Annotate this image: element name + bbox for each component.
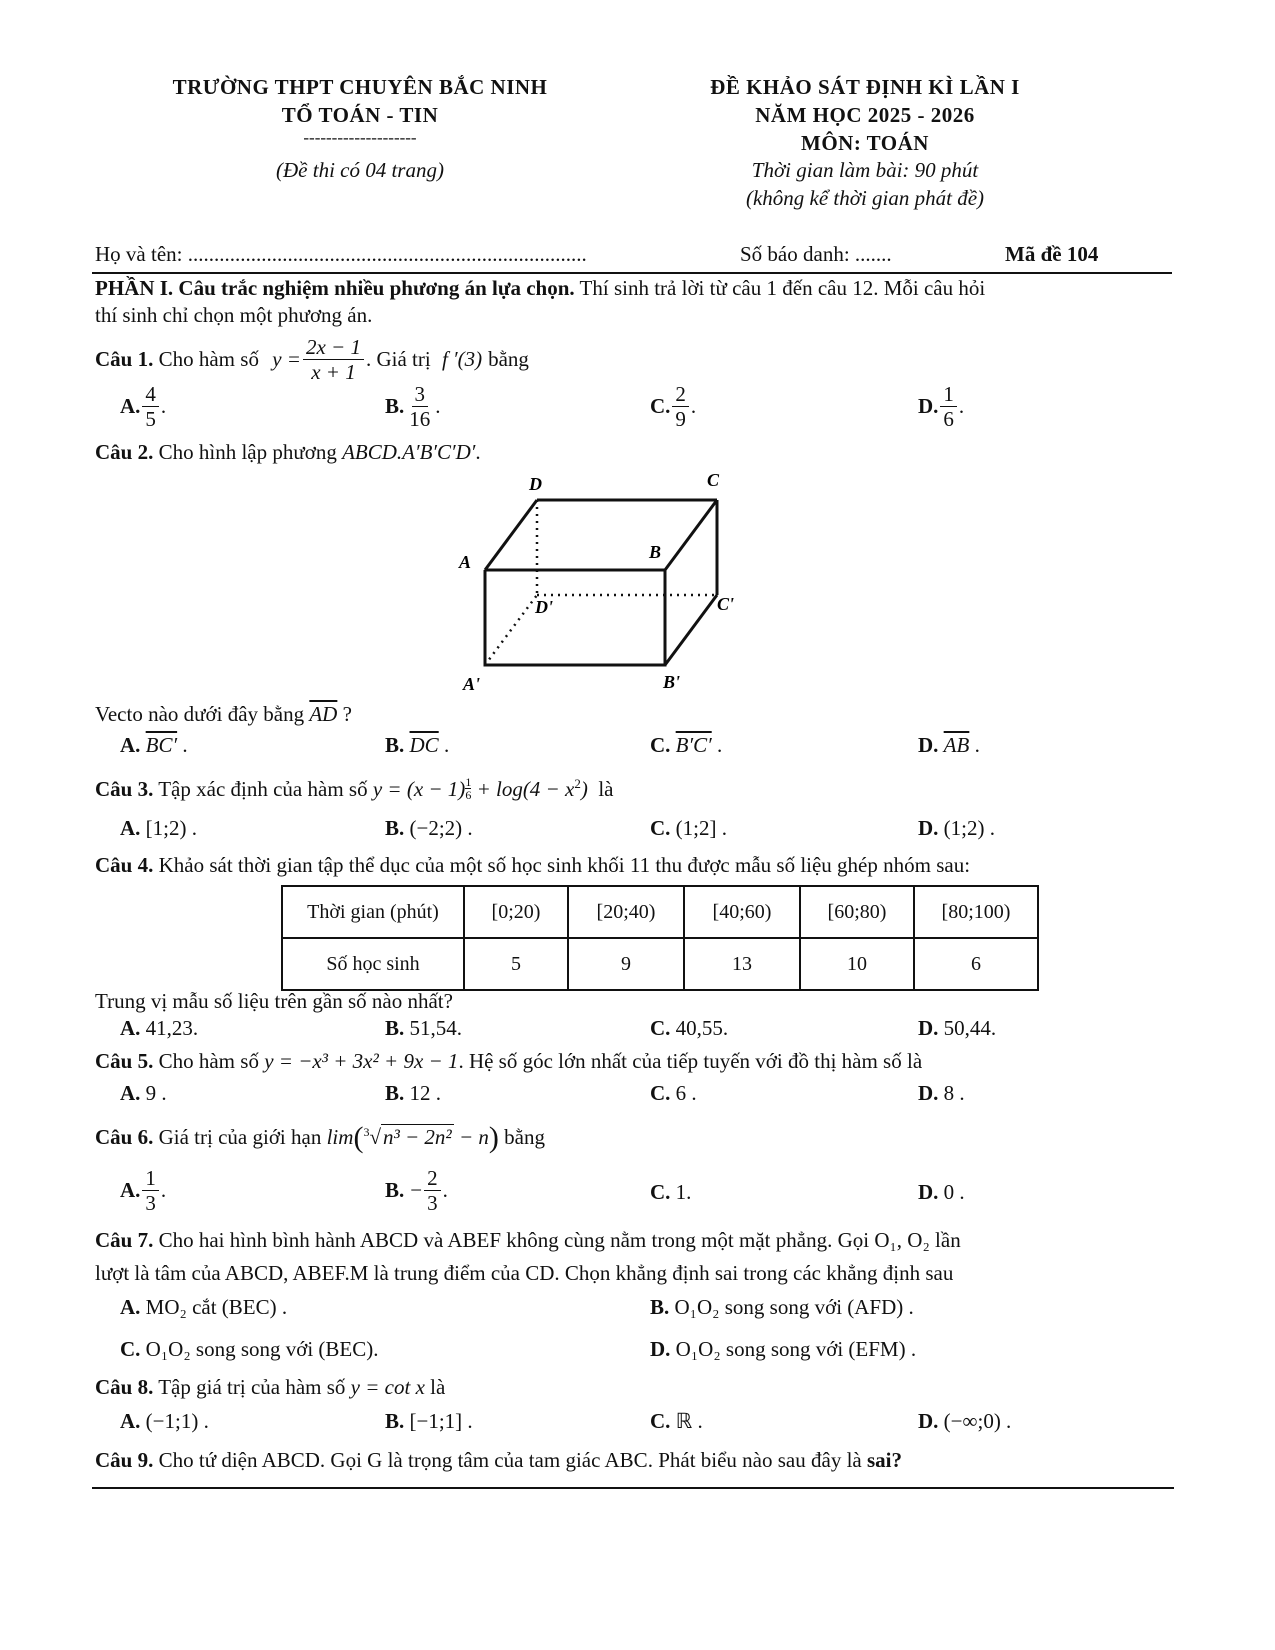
option-tail: . bbox=[435, 394, 441, 419]
q8-option-c[interactable] bbox=[650, 1409, 703, 1434]
option-tail: . bbox=[160, 394, 167, 419]
q4-option-b[interactable] bbox=[385, 1016, 462, 1041]
q7-option-c[interactable] bbox=[120, 1337, 379, 1362]
option-tail: . bbox=[438, 733, 450, 757]
option-letter: B. bbox=[650, 1295, 670, 1319]
part1-instruction-2: thí sinh chỉ chọn một phương án. bbox=[95, 303, 373, 327]
school-year: NĂM HỌC 2025 - 2026 bbox=[755, 103, 975, 127]
part1-heading bbox=[95, 276, 985, 301]
q1-fraction bbox=[303, 335, 364, 384]
option-value: [−1;1] . bbox=[404, 1409, 473, 1433]
label-b: B bbox=[649, 542, 662, 562]
q3-formula-c: ) bbox=[580, 777, 588, 801]
q3-text: Tập xác định của hàm số bbox=[153, 777, 373, 801]
option-letter: B. bbox=[385, 1081, 405, 1105]
q6-close-paren: ) bbox=[488, 1121, 499, 1154]
q6-label: Câu 6. bbox=[95, 1125, 154, 1149]
q3-tail: là bbox=[587, 777, 614, 801]
q6-open-paren: ( bbox=[353, 1121, 364, 1154]
table-cell: 13 bbox=[684, 938, 800, 990]
label-c-prime: C' bbox=[717, 594, 735, 614]
label-a: A bbox=[459, 552, 472, 572]
fraction-num: 2 bbox=[672, 382, 689, 407]
q5-option-d[interactable] bbox=[918, 1081, 965, 1106]
q7-label: Câu 7. bbox=[95, 1228, 154, 1252]
fraction-den: 16 bbox=[409, 407, 431, 432]
option-letter: D. bbox=[650, 1337, 671, 1361]
option-letter: A. bbox=[120, 1295, 141, 1319]
option-value: O₁O₂ song song với (EFM) . bbox=[670, 1337, 917, 1361]
exp-den: 6 bbox=[465, 788, 472, 802]
option-letter: D. bbox=[918, 816, 939, 840]
option-value: [1;2) . bbox=[145, 816, 197, 840]
q3-square: 2 bbox=[574, 776, 581, 791]
option-letter: B. bbox=[385, 1409, 405, 1433]
header-divider bbox=[92, 272, 1172, 274]
q8-tail: là bbox=[424, 1375, 446, 1399]
table-cell: [20;40) bbox=[568, 886, 684, 938]
q6-lim: lim bbox=[326, 1125, 354, 1149]
option-letter: D. bbox=[918, 733, 939, 757]
option-tail: . bbox=[969, 733, 980, 757]
q1-option-b[interactable] bbox=[385, 382, 441, 431]
option-letter: B. bbox=[385, 733, 405, 757]
option-value: 40,55. bbox=[670, 1016, 729, 1040]
q1-text-c: bằng bbox=[488, 347, 529, 372]
option-letter: C. bbox=[650, 816, 671, 840]
q1-option-a[interactable] bbox=[120, 382, 166, 431]
q3-option-b[interactable] bbox=[385, 816, 473, 841]
q3-formula-b: + log(4 − x bbox=[471, 777, 575, 801]
option-tail: . bbox=[442, 1178, 448, 1203]
table-cell: [40;60) bbox=[684, 886, 800, 938]
q2-text: Cho hình lập phương bbox=[153, 440, 343, 464]
label-d-prime: D' bbox=[535, 597, 553, 617]
q5-text-a: Cho hàm số bbox=[153, 1049, 265, 1073]
option-letter: C. bbox=[650, 1409, 671, 1433]
option-fraction bbox=[406, 382, 433, 431]
fraction-num: 1 bbox=[940, 382, 957, 407]
cube-figure bbox=[455, 470, 755, 700]
option-tail: . bbox=[177, 733, 188, 757]
q6-root-index: 3 bbox=[363, 1125, 370, 1139]
question-7 bbox=[95, 1228, 961, 1253]
q1-fprime: f ′(3) bbox=[441, 347, 483, 372]
q3-option-a[interactable] bbox=[120, 816, 197, 841]
exp-num: 1 bbox=[465, 775, 472, 789]
department-name: TỔ TOÁN - TIN bbox=[281, 103, 439, 127]
q7-line1: Cho hai hình bình hành ABCD và ABEF không cùng nằm trong một mặt phẳng. Gọi O₁, O₂ lần bbox=[153, 1228, 961, 1252]
option-letter: B. bbox=[385, 394, 405, 419]
table-cell: 5 bbox=[464, 938, 568, 990]
q1-text: Cho hàm số bbox=[153, 347, 265, 372]
q5-text-b: . Hệ số góc lớn nhất của tiếp tuyến với đồ thị hàm số là bbox=[458, 1049, 923, 1073]
option-value: (−1;1) . bbox=[140, 1409, 209, 1433]
option-tail: . bbox=[958, 394, 965, 419]
q8-text: Tập giá trị của hàm số bbox=[153, 1375, 351, 1399]
option-vector: $\overline{DC}$ bbox=[409, 733, 439, 757]
question-8 bbox=[95, 1375, 445, 1400]
cube-front-face bbox=[485, 570, 665, 665]
q1-text-b: . Giá trị bbox=[365, 347, 436, 372]
option-fraction bbox=[142, 1166, 159, 1215]
q5-option-c[interactable] bbox=[650, 1081, 697, 1106]
candidate-id-field: Số báo danh: ....... bbox=[740, 242, 892, 266]
option-value: O₁O₂ song song với (AFD) . bbox=[669, 1295, 914, 1319]
q2-option-d[interactable] bbox=[918, 733, 980, 758]
q7-option-a[interactable] bbox=[120, 1295, 287, 1320]
q6-text-a: Giá trị của giới hạn bbox=[153, 1125, 327, 1149]
q1-label: Câu 1. bbox=[95, 347, 154, 372]
option-value: (1;2) . bbox=[943, 816, 995, 840]
q3-formula-a: y = (x − 1) bbox=[372, 777, 466, 801]
option-value: ℝ . bbox=[670, 1409, 703, 1433]
q2-question-text: Vecto nào dưới đây bằng bbox=[95, 702, 310, 726]
q7-option-b[interactable] bbox=[650, 1295, 914, 1320]
option-sign: − bbox=[410, 1178, 423, 1203]
q5-formula: y = −x³ + 3x² + 9x − 1 bbox=[264, 1049, 459, 1073]
table-row bbox=[282, 938, 1038, 990]
exam-title: ĐỀ KHẢO SÁT ĐỊNH KÌ LẦN I bbox=[710, 75, 1020, 99]
candidate-name-field: Họ và tên: ............................................................................ bbox=[95, 242, 587, 266]
q8-option-a[interactable] bbox=[120, 1409, 209, 1434]
label-b-prime: B' bbox=[663, 672, 681, 692]
option-letter: D. bbox=[918, 1081, 939, 1105]
option-letter: C. bbox=[120, 1337, 141, 1361]
table-cell: 6 bbox=[914, 938, 1038, 990]
q4-option-c[interactable] bbox=[650, 1016, 728, 1041]
q2-question-tail: ? bbox=[337, 702, 352, 726]
edge-bc bbox=[665, 500, 717, 570]
header-dashes: -------------------- bbox=[303, 128, 417, 147]
question-5 bbox=[95, 1049, 922, 1074]
q3-option-c[interactable] bbox=[650, 816, 727, 841]
edge-bc-prime bbox=[665, 595, 717, 665]
option-letter: B. bbox=[385, 1016, 405, 1040]
fraction-num: 3 bbox=[412, 382, 429, 407]
option-value: 51,54. bbox=[404, 1016, 463, 1040]
option-letter: B. bbox=[385, 1178, 405, 1203]
option-vector: BC′ bbox=[145, 733, 178, 757]
pages-note: (Đề thi có 04 trang) bbox=[276, 158, 444, 182]
q4-label: Câu 4. bbox=[95, 853, 154, 877]
table-row bbox=[282, 886, 1038, 938]
table-cell: [60;80) bbox=[800, 886, 914, 938]
option-tail: . bbox=[711, 733, 723, 757]
q1-option-d[interactable] bbox=[918, 382, 964, 431]
option-value: 8 . bbox=[938, 1081, 965, 1105]
option-letter: C. bbox=[650, 1081, 671, 1105]
q6-minus-n: − n bbox=[453, 1125, 489, 1149]
option-fraction bbox=[672, 382, 689, 431]
q6-radicand: n³ − 2n² bbox=[382, 1125, 452, 1149]
option-letter: B. bbox=[385, 816, 405, 840]
q6-option-c[interactable] bbox=[650, 1180, 691, 1205]
option-tail: . bbox=[690, 394, 697, 419]
question-2 bbox=[95, 440, 481, 465]
option-letter: D. bbox=[918, 1409, 939, 1433]
table-cell: 9 bbox=[568, 938, 684, 990]
option-value: 12 . bbox=[404, 1081, 442, 1105]
edge-ad bbox=[485, 500, 537, 570]
option-letter: A. bbox=[120, 1081, 141, 1105]
fraction-den: 3 bbox=[427, 1191, 438, 1216]
option-value: 50,44. bbox=[938, 1016, 997, 1040]
part1-title: PHẦN I. Câu trắc nghiệm nhiều phương án lựa chọn. bbox=[95, 276, 575, 300]
fraction-num: 1 bbox=[142, 1166, 159, 1191]
option-fraction bbox=[424, 1166, 441, 1215]
q1-y: y = bbox=[272, 347, 301, 372]
q2-tail: . bbox=[475, 440, 481, 464]
option-value: (1;2] . bbox=[675, 816, 727, 840]
table-cell: Thời gian (phút) bbox=[282, 886, 464, 938]
q2-question-vector: $\overline{AD}$ bbox=[309, 702, 338, 726]
option-letter: D. bbox=[918, 394, 939, 419]
fraction-den: 9 bbox=[675, 407, 686, 432]
q8-option-d[interactable] bbox=[918, 1409, 1011, 1434]
q6-text-b: bằng bbox=[498, 1125, 545, 1149]
q7-option-d[interactable] bbox=[650, 1337, 916, 1362]
table-cell: Số học sinh bbox=[282, 938, 464, 990]
q1-num: 2x − 1 bbox=[303, 335, 364, 360]
duration: Thời gian làm bài: 90 phút bbox=[751, 158, 979, 182]
option-value: O₁O₂ song song với (BEC). bbox=[140, 1337, 379, 1361]
q3-option-d[interactable] bbox=[918, 816, 995, 841]
option-value: (−2;2) . bbox=[409, 816, 473, 840]
q1-den: x + 1 bbox=[311, 360, 356, 385]
q2-question bbox=[95, 702, 352, 727]
option-vector: B′C′ bbox=[675, 733, 712, 757]
option-letter: A. bbox=[120, 394, 141, 419]
q2-option-c[interactable] bbox=[650, 733, 722, 758]
label-d: D bbox=[529, 474, 542, 494]
option-letter: A. bbox=[120, 816, 141, 840]
option-letter: D. bbox=[918, 1180, 939, 1204]
option-value: 0 . bbox=[938, 1180, 965, 1204]
q8-label: Câu 8. bbox=[95, 1375, 154, 1399]
table-cell: 10 bbox=[800, 938, 914, 990]
option-value: 1. bbox=[670, 1180, 692, 1204]
fraction-den: 5 bbox=[145, 407, 156, 432]
option-value: 6 . bbox=[670, 1081, 697, 1105]
q6-option-b[interactable] bbox=[385, 1166, 448, 1215]
option-letter: C. bbox=[650, 394, 671, 419]
exam-code: Mã đề 104 bbox=[1005, 242, 1099, 266]
option-letter: A. bbox=[120, 1016, 141, 1040]
table-cell: [80;100) bbox=[914, 886, 1038, 938]
q3-label: Câu 3. bbox=[95, 777, 154, 801]
option-letter: A. bbox=[120, 733, 141, 757]
q9-text: Cho tứ diện ABCD. Gọi G là trọng tâm của tam giác ABC. Phát biểu nào sau đây là bbox=[153, 1448, 867, 1472]
option-letter: A. bbox=[120, 1409, 141, 1433]
q8-formula: y = cot x bbox=[350, 1375, 425, 1399]
q2-option-a[interactable] bbox=[120, 733, 188, 758]
label-c: C bbox=[707, 470, 720, 490]
q6-option-a[interactable] bbox=[120, 1166, 166, 1215]
option-letter: A. bbox=[120, 1178, 141, 1203]
q2-option-b[interactable] bbox=[385, 733, 449, 758]
option-letter: C. bbox=[650, 1180, 671, 1204]
q1-option-c[interactable] bbox=[650, 382, 696, 431]
option-vector: $\overline{AB}$ bbox=[943, 733, 970, 757]
fraction-num: 2 bbox=[424, 1166, 441, 1191]
q9-emphasis: sai? bbox=[866, 1448, 902, 1472]
duration-note: (không kể thời gian phát đề) bbox=[745, 186, 985, 210]
option-letter: C. bbox=[650, 1016, 671, 1040]
q4-text: Khảo sát thời gian tập thể dục của một số học sinh khối 11 thu được mẫu số liệu ghép nhóm sau: bbox=[153, 853, 971, 877]
question-6 bbox=[95, 1121, 545, 1155]
option-value: 9 . bbox=[140, 1081, 167, 1105]
table-cell: [0;20) bbox=[464, 886, 568, 938]
q2-label: Câu 2. bbox=[95, 440, 154, 464]
q4-option-d[interactable] bbox=[918, 1016, 996, 1041]
option-tail: . bbox=[160, 1178, 167, 1203]
q9-label: Câu 9. bbox=[95, 1448, 154, 1472]
question-3 bbox=[95, 776, 613, 802]
part1-instruction: Thí sinh trả lời từ câu 1 đến câu 12. Mỗi câu hỏi bbox=[574, 276, 986, 300]
fraction-den: 6 bbox=[943, 407, 954, 432]
q4-data-table bbox=[281, 885, 1039, 991]
q6-option-d[interactable] bbox=[918, 1180, 965, 1205]
school-name: TRƯỜNG THPT CHUYÊN BẮC NINH bbox=[172, 75, 548, 99]
option-fraction bbox=[940, 382, 957, 431]
q4-option-a[interactable] bbox=[120, 1016, 198, 1041]
subject: MÔN: TOÁN bbox=[801, 131, 929, 155]
question-4 bbox=[95, 853, 970, 878]
question-9 bbox=[95, 1448, 902, 1473]
option-value: 41,23. bbox=[140, 1016, 199, 1040]
q5-option-a[interactable] bbox=[120, 1081, 167, 1106]
q5-label: Câu 5. bbox=[95, 1049, 154, 1073]
root-sign-icon: √ bbox=[369, 1125, 381, 1149]
q4-question: Trung vị mẫu số liệu trên gần số nào nhất? bbox=[95, 989, 453, 1013]
footer-divider bbox=[92, 1487, 1174, 1489]
q5-option-b[interactable] bbox=[385, 1081, 441, 1106]
hidden-edge-ad bbox=[485, 595, 537, 665]
option-value: MO₂ cắt (BEC) . bbox=[140, 1295, 288, 1319]
option-letter: C. bbox=[650, 733, 671, 757]
option-value: (−∞;0) . bbox=[938, 1409, 1012, 1433]
fraction-num: 4 bbox=[142, 382, 159, 407]
q7-line2: lượt là tâm của ABCD, ABEF.M là trung điểm của CD. Chọn khẳng định sai trong các khẳng định sau bbox=[95, 1261, 954, 1285]
label-a-prime: A' bbox=[463, 674, 481, 694]
q8-option-b[interactable] bbox=[385, 1409, 473, 1434]
question-1 bbox=[95, 335, 529, 384]
option-fraction bbox=[142, 382, 159, 431]
option-letter: D. bbox=[918, 1016, 939, 1040]
fraction-den: 3 bbox=[145, 1191, 156, 1216]
q2-cube: ABCD.A′B′C′D′ bbox=[342, 440, 476, 464]
